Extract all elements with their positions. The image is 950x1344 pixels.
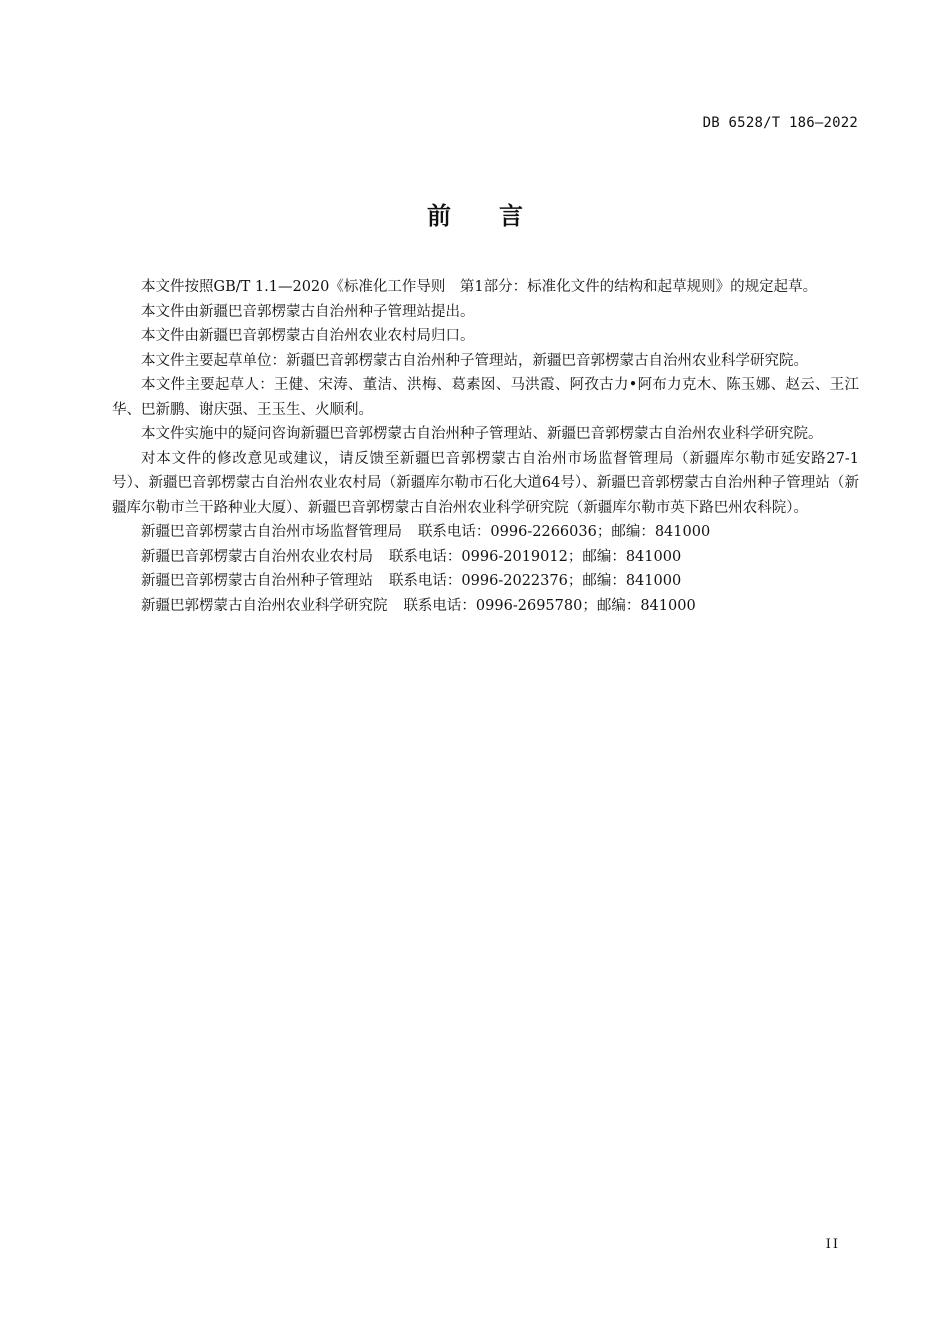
- contact-line: [112, 594, 859, 619]
- paragraph-drafting-units: 本文件主要起草单位：新疆巴音郭楞蒙古自治州种子管理站，新疆巴音郭楞蒙古自治州农业科学研究院。: [141, 352, 808, 369]
- contact-org: 新疆巴音郭楞蒙古自治州农业农村局: [141, 548, 373, 565]
- paragraph-proposer: 本文件由新疆巴音郭楞蒙古自治州种子管理站提出。: [141, 303, 475, 320]
- contact-org: 新疆巴音郭楞蒙古自治州种子管理站: [141, 573, 373, 589]
- paragraph-drafters: 本文件主要起草人：王健、宋涛、董洁、洪梅、葛素囡、马洪霞、阿孜古力•阿布力克木、陈玉娜、赵云、王江华、巴新鹏、谢庆强、王玉生、火顺利。: [112, 377, 859, 418]
- contact-org: 新疆巴郭楞蒙古自治州农业科学研究院: [141, 597, 388, 614]
- contact-line: [112, 569, 859, 594]
- paragraph-feedback: 对本文件的修改意见或建议，请反馈至新疆巴音郭楞蒙古自治州市场监督管理局（新疆库尔勒市延安路27-1号）、新疆巴音郭楞蒙古自治州农业农村局（新疆库尔勒市石化大道64号）、新疆巴音郭楞蒙古自治州种子管理站（新疆库尔勒市兰干路种业大厦）、新疆巴音郭楞蒙古自治州农业科学研究院（新疆库尔勒市英下路巴州农科院）。: [112, 450, 859, 516]
- document-body: [112, 275, 859, 618]
- paragraph-centralized-unit: 本文件由新疆巴音郭楞蒙古自治州农业农村局归口。: [141, 328, 475, 344]
- paragraph-drafting-basis: 本文件按照GB/T 1.1—2020《标准化工作导则 第1部分：标准化文件的结构和起草规则》的规定起草。: [141, 279, 818, 295]
- contact-phone: 联系电话：0996-2266036；邮编：841000: [417, 524, 711, 540]
- document-code: DB 6528/T 186—2022: [702, 115, 858, 131]
- contact-org: 新疆巴音郭楞蒙古自治州市场监督管理局: [141, 524, 402, 540]
- contact-line: [112, 520, 859, 545]
- contact-phone: 联系电话：0996-2019012；邮编：841000: [388, 548, 682, 565]
- contact-line: [112, 545, 859, 570]
- page-title: 前言: [427, 202, 571, 230]
- paragraph-inquiry: 本文件实施中的疑问咨询新疆巴音郭楞蒙古自治州种子管理站、新疆巴音郭楞蒙古自治州农业科学研究院。: [141, 426, 823, 442]
- contact-phone: 联系电话：0996-2695780；邮编：841000: [403, 597, 696, 614]
- contact-phone: 联系电话：0996-2022376；邮编：841000: [388, 573, 682, 589]
- page-number: II: [825, 1237, 840, 1252]
